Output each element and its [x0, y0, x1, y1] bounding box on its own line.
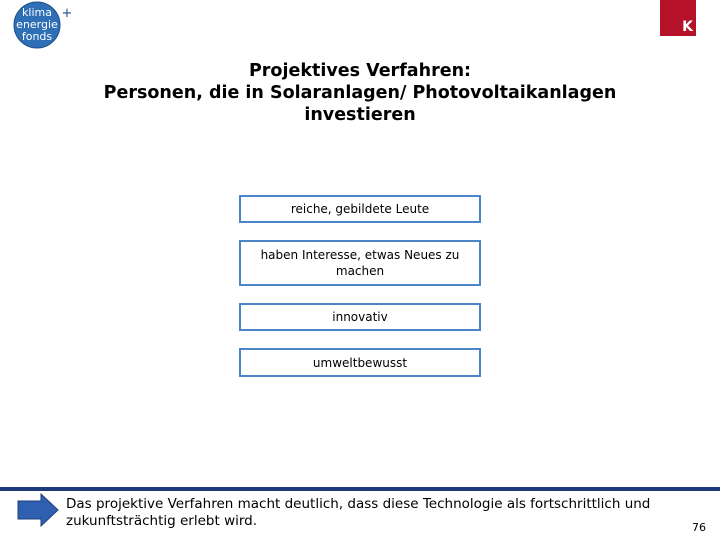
arrow-right-icon [17, 493, 59, 531]
brand-logo [660, 0, 696, 36]
svg-text:+: + [61, 6, 73, 21]
statement-text: haben Interesse, etwas Neues zu machen [260, 248, 460, 278]
statement-text: umweltbewusst [312, 355, 408, 370]
statement-box-2 [239, 240, 481, 286]
svg-text:energie: energie [16, 18, 58, 31]
statement-text: reiche, gebildete Leute [290, 202, 430, 216]
statement-box-4 [239, 348, 481, 377]
brand-logo-letter: K [682, 19, 693, 35]
title-line-3: investieren [304, 105, 416, 125]
statement-box-1 [239, 195, 481, 223]
footer-divider [0, 487, 720, 491]
svg-text:klima: klima [22, 6, 52, 19]
page-number: 76 [692, 521, 706, 534]
title-line-2: Personen, die in Solaranlagen/ Photovoltaikanlagen [103, 83, 617, 103]
title-line-1: Projektives Verfahren: [248, 61, 472, 81]
statement-text: innovativ [332, 310, 388, 324]
svg-text:fonds: fonds [21, 30, 53, 43]
statement-box-3 [239, 303, 481, 331]
conclusion-note: Das projektive Verfahren macht deutlich, dass diese Technologie als fortschrittlich und zukunftsträchtig erlebt wird. [66, 496, 651, 529]
klima-energie-fonds-logo [13, 1, 77, 49]
slide-title [40, 60, 680, 126]
